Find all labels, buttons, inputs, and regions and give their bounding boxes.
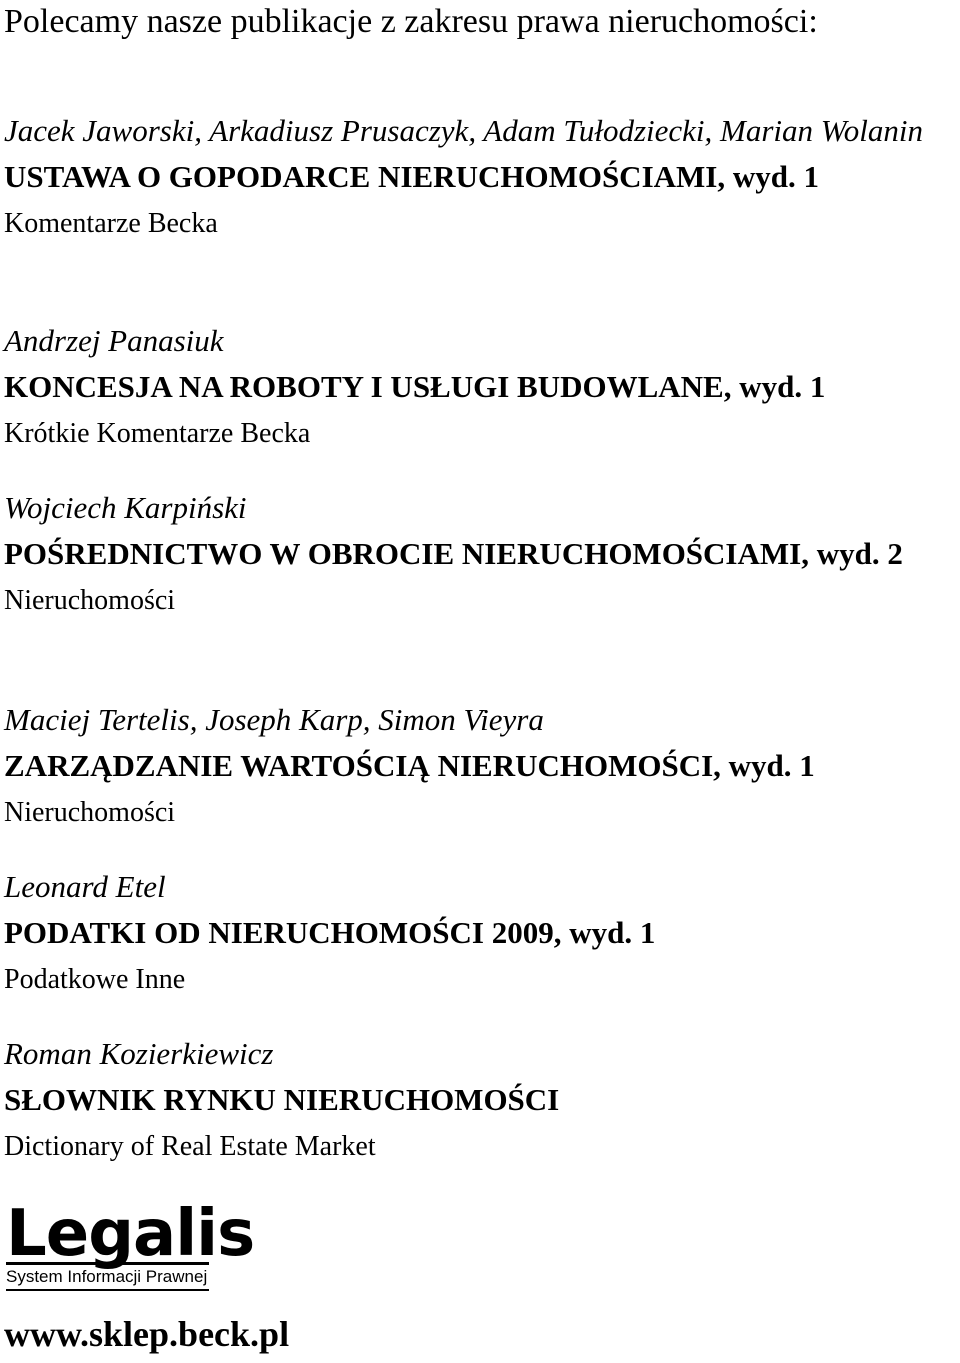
book-authors: Leonard Etel <box>4 869 166 904</box>
book-title: PODATKI OD NIERUCHOMOŚCI 2009, wyd. 1 <box>4 915 656 950</box>
book-series: Nieruchomości <box>4 585 176 616</box>
book-series: Dictionary of Real Estate Market <box>4 1131 376 1162</box>
book-entry <box>4 485 954 625</box>
book-entry <box>4 697 954 837</box>
book-authors: Maciej Tertelis, Joseph Karp, Simon Vieyra <box>4 702 544 737</box>
book-title: KONCESJA NA ROBOTY I USŁUGI BUDOWLANE, wyd. 1 <box>4 369 826 404</box>
legalis-logo <box>6 1197 256 1286</box>
website-link[interactable]: www.sklep.beck.pl <box>4 1314 290 1354</box>
book-title: USTAWA O GOPODARCE NIERUCHOMOŚCIAMI, wyd. 1 <box>4 159 819 194</box>
book-authors: Roman Kozierkiewicz <box>4 1036 274 1071</box>
book-title: SŁOWNIK RYNKU NIERUCHOMOŚCI <box>4 1082 560 1117</box>
book-authors: Wojciech Karpiński <box>4 490 247 525</box>
book-series: Podatkowe Inne <box>4 964 186 995</box>
logo-tagline: System Informacji Prawnej <box>6 1262 209 1291</box>
book-entry <box>4 318 954 458</box>
book-title: ZARZĄDZANIE WARTOŚCIĄ NIERUCHOMOŚCI, wyd. 1 <box>4 748 815 783</box>
intro-heading: Polecamy nasze publikacje z zakresu prawa nieruchomości: <box>4 3 818 40</box>
book-entry <box>4 1031 954 1171</box>
book-series: Nieruchomości <box>4 797 176 828</box>
logo-wordmark: Legalis <box>6 1197 255 1271</box>
book-authors: Jacek Jaworski, Arkadiusz Prusaczyk, Adam Tułodziecki, Marian Wolanin <box>4 113 923 148</box>
book-entry <box>4 108 954 248</box>
book-series: Komentarze Becka <box>4 208 218 239</box>
book-authors: Andrzej Panasiuk <box>4 323 224 358</box>
book-entry <box>4 864 954 1004</box>
book-title: POŚREDNICTWO W OBROCIE NIERUCHOMOŚCIAMI, wyd. 2 <box>4 536 903 571</box>
book-series: Krótkie Komentarze Becka <box>4 418 311 449</box>
